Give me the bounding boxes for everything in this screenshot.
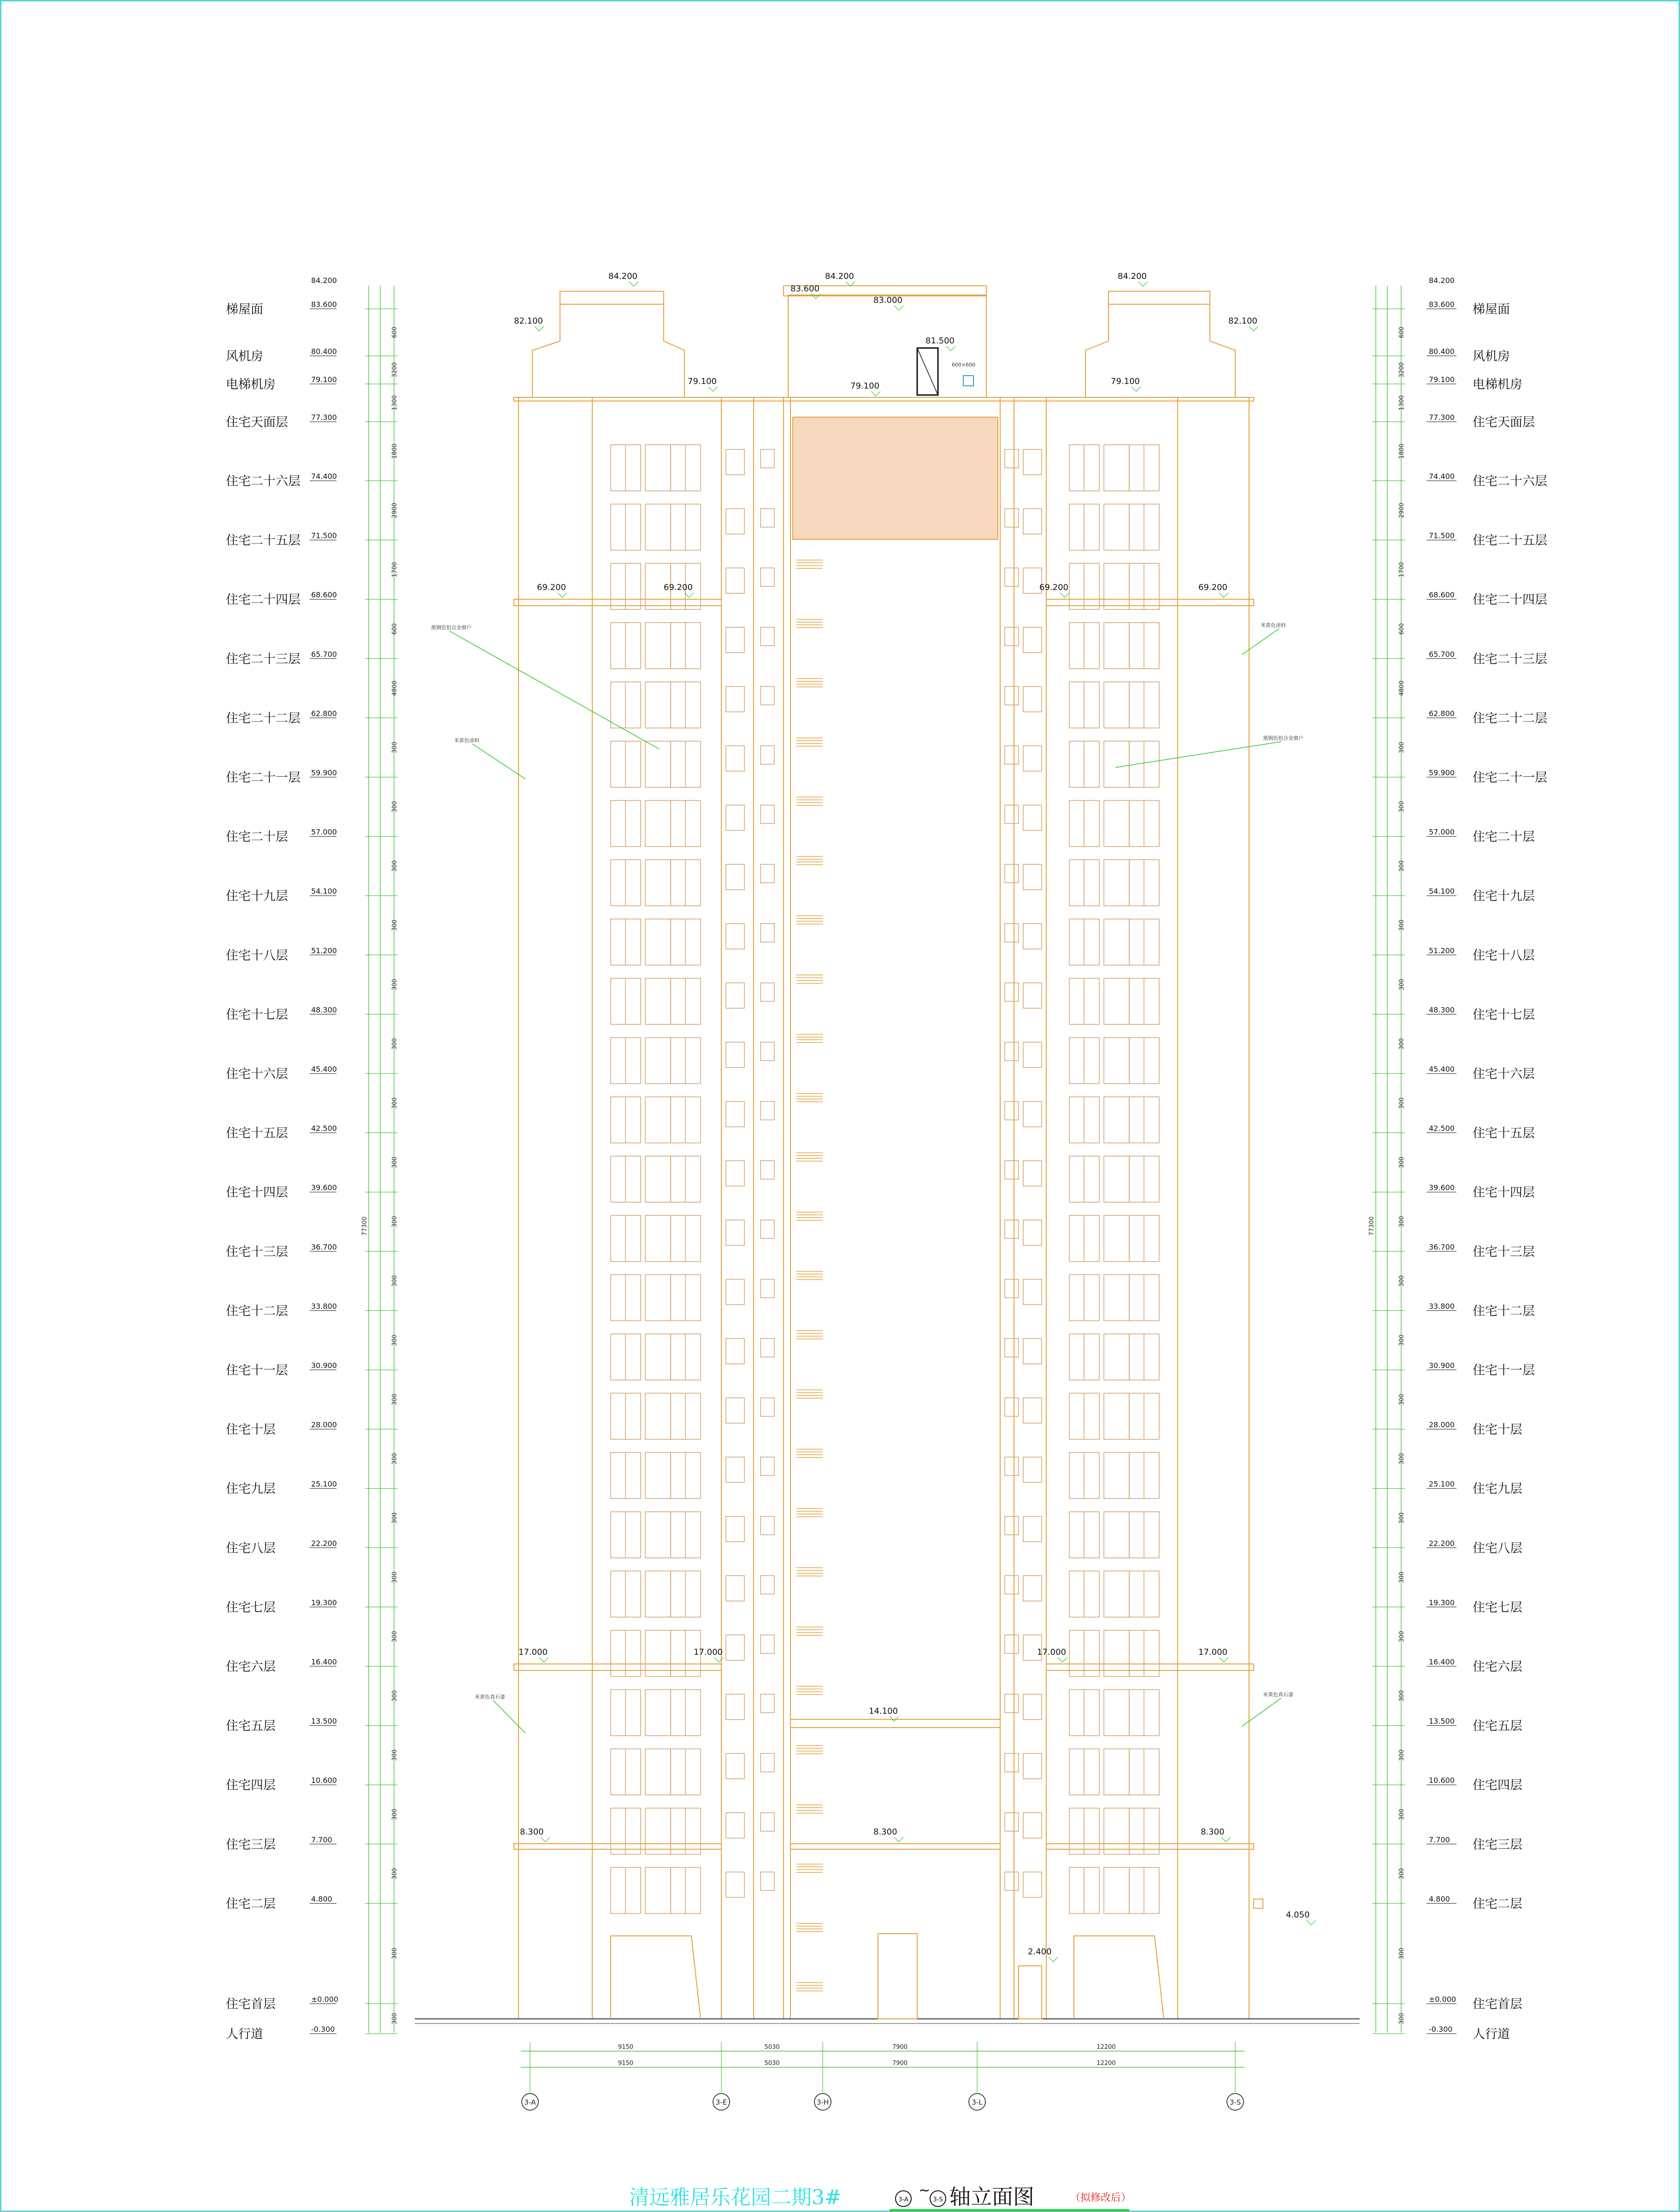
side-dim-segment: 1800 [391,443,398,459]
side-dim-segment: 300 [1398,1809,1405,1820]
side-dim-segment: 300 [391,1868,398,1880]
side-dim-segment: 300 [391,979,398,991]
level-name-right: 住宅三层 [1473,1837,1522,1852]
side-dim-segment: 300 [1398,742,1405,754]
building-elev-mark: 17.000 [1198,1647,1227,1657]
axis-span: 12200 [1096,2060,1116,2067]
level-elev-right: 19.300 [1429,1598,1455,1607]
level-elev-left: 51.200 [311,946,337,955]
level-name-left: 住宅二十三层 [226,652,301,667]
level-name-right: 住宅十一层 [1473,1363,1535,1378]
level-elev-left: 45.400 [311,1065,337,1074]
side-dim-segment: 300 [391,1809,398,1820]
level-name-left: 住宅十三层 [226,1245,288,1259]
level-elev-right: 62.800 [1429,709,1455,718]
level-name-right: 住宅二十一层 [1473,771,1547,785]
level-name-left: 住宅三层 [226,1837,276,1852]
side-dim-segment: 300 [391,742,398,754]
material-annotation: 米黄色真石漆 [475,1694,505,1700]
axis-span: 9150 [618,2044,634,2051]
building-elev-mark: 2.400 [1028,1947,1052,1957]
building-elev-mark: 17.000 [1037,1647,1066,1657]
side-dim-segment: 300 [391,1097,398,1109]
side-dim-segment: 300 [391,1947,398,1959]
level-name-right: 住宅二层 [1473,1897,1522,1911]
side-dim-segment: 300 [391,1216,398,1227]
level-name-right: 住宅十三层 [1473,1245,1535,1259]
level-elev-left: 28.000 [311,1420,337,1429]
level-name-left: 住宅二十层 [226,830,288,844]
building-elev-mark: 69.200 [1039,583,1068,592]
level-name-right: 住宅六层 [1473,1660,1522,1674]
right-level-labels [1427,276,1547,2041]
level-elev-right: 13.500 [1429,1717,1455,1726]
level-name-left: 住宅五层 [226,1719,276,1734]
level-name-left: 住宅二十四层 [226,593,301,608]
side-dim-segment: 300 [1398,801,1405,813]
level-name-left: 住宅十二层 [226,1304,288,1319]
side-dim-segment: 300 [1398,1334,1405,1346]
level-elev-right: 65.700 [1429,649,1455,659]
level-elev-right: 10.600 [1429,1776,1455,1785]
level-elev-left: ±0.000 [311,1995,339,2004]
side-dim-segment: 300 [1398,1690,1405,1702]
side-dim-segment: 1700 [391,562,398,578]
axis-label: 3-S [1229,2098,1241,2106]
side-dim-segment: 300 [391,1690,398,1702]
level-name-left: 电梯机房 [226,378,276,392]
level-name-right: 住宅五层 [1473,1719,1522,1734]
level-elev-right: 77.300 [1429,413,1455,422]
material-annotation: 米黄色涂料 [454,737,479,743]
level-elev-left: 68.600 [311,590,337,600]
level-name-left: 住宅二十六层 [226,474,301,489]
level-elev-left: 74.400 [311,472,337,481]
side-dim-segment: 300 [1398,1156,1405,1168]
side-dim-segment: 300 [391,1275,398,1287]
level-elev-right: 68.600 [1429,590,1455,600]
level-name-left: 住宅十四层 [226,1186,288,1200]
level-elev-left: 30.900 [311,1361,337,1370]
level-elev-right: 16.400 [1429,1658,1455,1666]
level-elev-right: 59.900 [1429,768,1455,777]
side-dim-segment: 600 [1398,326,1405,338]
level-elev-right: 42.500 [1429,1124,1455,1133]
level-name-right: 住宅十四层 [1473,1186,1535,1200]
level-name-left: 住宅十八层 [226,948,288,963]
side-dim-segment: 600 [1398,623,1405,635]
level-name-right: 住宅二十六层 [1473,474,1547,489]
axis-label: 3-H [816,2098,829,2106]
side-dim-segment: 1700 [1398,562,1405,578]
side-dim-segment: 300 [391,1512,398,1524]
side-dim-total: 77300 [1368,1216,1375,1236]
drawing-title [629,2183,1131,2210]
side-dim-segment: 600 [391,326,398,338]
level-elev-left: 22.200 [311,1539,337,1548]
side-dim-segment: 4800 [1398,680,1405,696]
level-elev-left: 4.800 [311,1894,332,1904]
level-elev-right: 48.300 [1429,1005,1455,1015]
level-name-left: 梯屋面 [226,302,263,317]
level-name-right: 住宅十层 [1473,1422,1522,1437]
axis-label: 3-A [524,2098,536,2106]
building-elev-mark: 83.000 [873,295,902,305]
level-elev-left: 39.600 [311,1183,337,1192]
building-elev-mark: 4.050 [1286,1910,1310,1920]
level-elev-right: 74.400 [1429,472,1455,481]
side-dim-segment: 300 [1398,1749,1405,1761]
level-name-left: 人行道 [226,2027,263,2041]
side-dim-segment: 300 [391,1393,398,1405]
level-name-left: 住宅十一层 [226,1363,288,1378]
material-annotation: 600×600 [952,362,976,368]
level-elev-right: 30.900 [1429,1361,1455,1370]
level-elev-left: 54.100 [311,887,337,896]
level-elev-right: -0.300 [1429,2025,1453,2034]
level-name-right: 住宅八层 [1473,1541,1522,1556]
level-name-left: 住宅七层 [226,1600,276,1615]
level-elev-right: 80.400 [1429,347,1455,356]
level-elev-left: 36.700 [311,1242,337,1251]
side-dim-segment: 600 [391,623,398,635]
level-elev-left: 19.300 [311,1598,337,1607]
level-name-left: 住宅天面层 [226,415,288,430]
level-elev-right: 28.000 [1429,1420,1455,1429]
side-dim-segment: 300 [1398,1631,1405,1643]
level-name-left: 住宅十六层 [226,1067,288,1081]
level-elev-right: ±0.000 [1429,1995,1456,2004]
level-name-left: 住宅二十二层 [226,711,301,726]
level-elev-left: 59.900 [311,768,337,777]
level-name-right: 住宅二十四层 [1473,593,1547,608]
side-dim-segment: 300 [1398,1097,1405,1109]
building-elev-mark: 83.600 [790,284,819,294]
side-dim-segment: 300 [391,920,398,931]
side-dim-segment: 2900 [1398,502,1405,518]
stair-strips [796,560,823,1991]
right-wing [1046,397,1249,2019]
level-elev-left: 10.600 [311,1776,337,1785]
side-dim-segment: 3200 [391,362,398,378]
level-name-right: 住宅十七层 [1473,1008,1535,1022]
level-name-right: 住宅天面层 [1473,415,1535,430]
building-elev-mark: 8.300 [520,1827,544,1837]
level-elev-left: 65.700 [311,649,337,659]
level-elev-left: 42.500 [311,1124,337,1133]
level-elev-right: 25.100 [1429,1480,1455,1489]
title-project: 清远雅居乐花园二期3# [629,2186,842,2209]
level-elev-left: 25.100 [311,1480,337,1489]
side-dim-segment: 300 [391,1749,398,1761]
material-annotation: 米黄色真石漆 [1263,1692,1293,1698]
title-axis-to: 3-S [933,2196,943,2203]
level-name-right: 住宅首层 [1473,1997,1522,2011]
side-dim-segment: 300 [391,1334,398,1346]
level-elev-right: 71.500 [1429,531,1455,540]
side-dim-segment: 300 [1398,1868,1405,1880]
level-name-right: 住宅十二层 [1473,1304,1535,1319]
side-dim-segment: 300 [1398,1216,1405,1227]
level-elev-left: 57.000 [311,827,337,837]
side-dim-segment: 300 [1398,1947,1405,1959]
level-elev-right: 57.000 [1429,827,1455,837]
level-name-right: 风机房 [1473,349,1510,364]
side-dim-segment: 4800 [391,680,398,696]
axis-span: 7900 [892,2044,908,2051]
side-dim-segment: 300 [1398,1393,1405,1405]
level-name-right: 住宅十八层 [1473,948,1535,963]
window-grid [611,445,1159,1913]
building-elev-mark: 69.200 [664,583,693,592]
level-elev-left: 79.100 [311,375,337,384]
title-note: （拟修改后） [1070,2192,1132,2204]
level-name-left: 住宅九层 [226,1482,276,1497]
main-facade [519,397,1249,2019]
side-dim-segment: 300 [1398,1453,1405,1465]
level-name-right: 住宅七层 [1473,1600,1522,1615]
side-dim-segment: 1800 [1398,443,1405,459]
building-elev-mark: 81.500 [925,336,955,346]
side-dim-segment: 300 [391,2013,398,2024]
top-elev-left: 84.200 [311,276,337,285]
side-dim-segment: 300 [1398,2013,1405,2024]
axis-label: 3-L [972,2098,983,2106]
level-elev-left: 13.500 [311,1717,337,1726]
side-dim-segment: 300 [1398,979,1405,991]
axis-label: 3-E [715,2098,727,2106]
top-elev-right: 84.200 [1429,276,1455,285]
level-name-right: 住宅十五层 [1473,1126,1535,1141]
building-elev-mark: 79.100 [688,377,717,386]
level-name-left: 住宅二十一层 [226,771,301,785]
axis-span: 7900 [892,2060,908,2067]
building-elev-mark: 17.000 [694,1647,723,1657]
building-elev-mark: 8.300 [1201,1827,1225,1837]
building-elev-mark: 84.200 [608,271,637,281]
axis-span: 5030 [764,2044,780,2051]
level-name-right: 住宅十六层 [1473,1067,1535,1081]
level-elev-left: -0.300 [311,2025,335,2034]
level-name-right: 住宅二十五层 [1473,533,1547,548]
side-dim-segment: 1300 [1398,395,1405,411]
level-elev-right: 33.800 [1429,1302,1455,1311]
building-elev-mark: 79.100 [1111,377,1140,386]
left-wing [519,397,721,2019]
level-name-left: 住宅二层 [226,1897,276,1911]
level-name-left: 住宅十七层 [226,1008,288,1022]
level-elev-right: 7.700 [1429,1835,1450,1844]
level-elev-left: 77.300 [311,413,337,422]
level-elev-left: 62.800 [311,709,337,718]
axis-span: 5030 [764,2060,780,2067]
building-elev-mark: 69.200 [1198,583,1227,592]
side-dim-segment: 300 [1398,920,1405,931]
level-name-left: 住宅十层 [226,1422,276,1437]
level-elev-left: 71.500 [311,531,337,540]
level-elev-left: 16.400 [311,1658,337,1666]
level-elev-right: 36.700 [1429,1242,1455,1251]
level-name-left: 住宅首层 [226,1997,276,2011]
building-elev-mark: 8.300 [873,1827,897,1837]
level-name-right: 住宅十九层 [1473,889,1535,904]
level-name-right: 住宅九层 [1473,1482,1522,1497]
side-dim-segment: 3200 [1398,362,1405,378]
level-name-left: 住宅六层 [226,1660,276,1674]
level-name-right: 住宅二十层 [1473,830,1535,844]
axis-span: 9150 [618,2060,634,2067]
building-elev-mark: 84.200 [1118,271,1147,281]
level-name-left: 住宅八层 [226,1541,276,1556]
building-elev-mark: 82.100 [514,316,543,326]
building-elev-mark: 14.100 [869,1706,898,1716]
title-tilde: ~ [919,2183,931,2199]
material-annotation: 黑钢色铝合金窗户 [431,625,472,631]
level-elev-right: 39.600 [1429,1183,1455,1192]
building-elev-mark: 17.000 [519,1647,548,1657]
level-elev-left: 33.800 [311,1302,337,1311]
level-elev-left: 83.600 [311,300,337,309]
level-name-left: 住宅十五层 [226,1126,288,1141]
level-elev-right: 4.800 [1429,1894,1450,1904]
level-elev-right: 22.200 [1429,1539,1455,1548]
side-dim-segment: 300 [1398,1275,1405,1287]
level-elev-right: 45.400 [1429,1065,1455,1074]
level-name-right: 住宅四层 [1473,1778,1522,1793]
side-dim-segment: 300 [391,1156,398,1168]
level-name-right: 住宅二十三层 [1473,652,1547,667]
level-name-left: 住宅十九层 [226,889,288,904]
side-dim-segment: 300 [391,1453,398,1465]
level-elev-right: 51.200 [1429,946,1455,955]
axis-span: 12200 [1096,2044,1116,2051]
side-dim-segment: 300 [1398,860,1405,872]
axis-dimensions [521,2042,1244,2110]
building-elevation [415,286,1360,2023]
level-name-left: 风机房 [226,349,263,364]
level-elev-right: 54.100 [1429,887,1455,896]
side-dim-segment: 300 [1398,1571,1405,1583]
side-dim-segment: 300 [1398,1512,1405,1524]
level-name-right: 电梯机房 [1473,378,1522,392]
level-name-left: 住宅四层 [226,1778,276,1793]
side-dim-segment: 1300 [391,395,398,411]
level-name-right: 住宅二十二层 [1473,711,1547,726]
side-dim-segment: 300 [391,1631,398,1643]
title-label: 轴立面图 [949,2184,1034,2209]
level-elev-left: 48.300 [311,1005,337,1015]
material-annotation: 米黄色涂料 [1261,622,1286,628]
side-dim-segment: 300 [391,860,398,872]
title-axis-from: 3-A [898,2196,908,2203]
material-annotations [431,362,1303,1733]
left-level-labels [226,276,338,2041]
level-elev-left: 7.700 [311,1835,332,1844]
building-elev-mark: 79.100 [850,381,879,391]
building-elev-mark: 82.100 [1228,316,1257,326]
level-elev-right: 79.100 [1429,375,1455,384]
side-dim-segment: 300 [391,1571,398,1583]
level-elev-left: 80.400 [311,347,337,356]
side-dim-segment: 300 [391,801,398,813]
level-name-right: 梯屋面 [1473,302,1510,317]
material-annotation: 黑钢色铝合金窗户 [1263,735,1303,741]
level-name-right: 人行道 [1473,2027,1510,2041]
side-dim-segment: 300 [1398,1038,1405,1050]
building-elev-mark: 84.200 [825,271,854,281]
level-name-left: 住宅二十五层 [226,533,301,548]
side-dim-segment: 300 [391,1038,398,1050]
level-elev-right: 83.600 [1429,300,1455,309]
side-dim-total: 77300 [361,1216,368,1236]
building-elev-mark: 69.200 [537,583,566,592]
side-dim-segment: 2900 [391,502,398,518]
